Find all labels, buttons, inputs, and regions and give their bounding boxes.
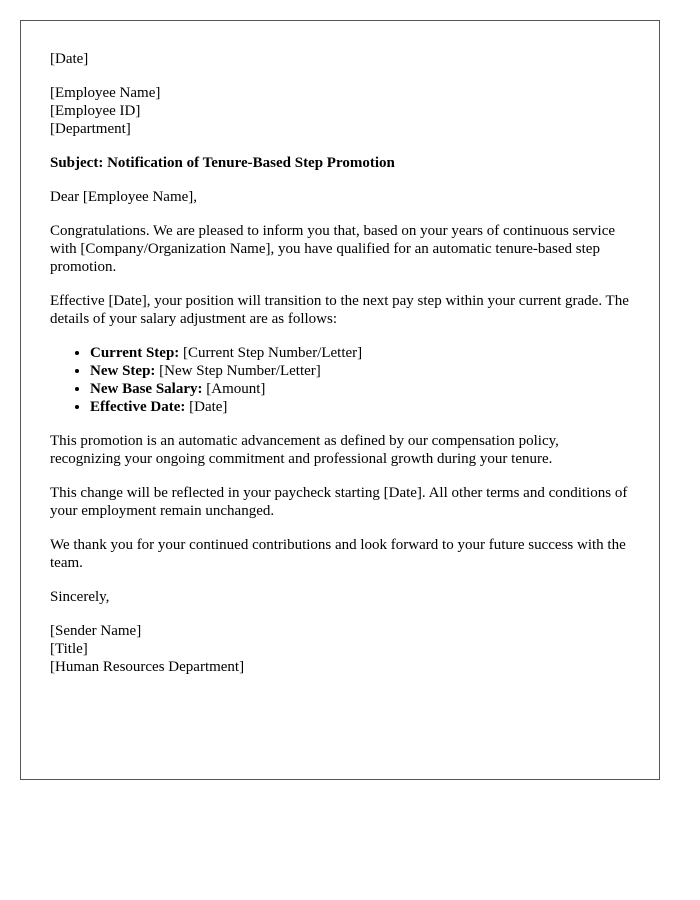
salary-details-list <box>50 344 630 416</box>
recipient-name: [Employee Name] <box>50 85 161 101</box>
new-step-label: New Step: <box>90 363 156 379</box>
paragraph-congratulations: Congratulations. We are pleased to inform you that, based on your years of continuous service with [Company/Organization Name], you have qualified for an automatic tenure-based step promotion. <box>50 223 616 275</box>
recipient-block <box>50 84 630 138</box>
closing: Sincerely, <box>50 589 110 605</box>
current-step-value: [Current Step Number/Letter] <box>179 345 363 361</box>
subject-line: Subject: Notification of Tenure-Based Step Promotion <box>50 155 395 171</box>
salutation: Dear [Employee Name], <box>50 189 198 205</box>
list-item-current-step <box>90 344 630 362</box>
recipient-department: [Department] <box>50 121 131 137</box>
new-base-salary-label: New Base Salary: <box>90 381 203 397</box>
letter-page <box>20 20 660 780</box>
paragraph-policy: This promotion is an automatic advancement as defined by our compensation policy, recognizing your ongoing commitment and professional growth during your tenure. <box>50 433 559 467</box>
sender-block <box>50 622 630 676</box>
letter-content <box>50 50 630 692</box>
sender-name: [Sender Name] <box>50 623 142 639</box>
paragraph-paycheck: This change will be reflected in your paycheck starting [Date]. All other terms and conditions of your employment remain unchanged. <box>50 485 628 519</box>
sender-department: [Human Resources Department] <box>50 659 245 675</box>
paragraph-effective: Effective [Date], your position will transition to the next pay step within your current grade. The details of your salary adjustment are as follows: <box>50 293 629 327</box>
date-line: [Date] <box>50 51 89 67</box>
effective-date-label: Effective Date: <box>90 399 186 415</box>
current-step-label: Current Step: <box>90 345 180 361</box>
paragraph-thanks: We thank you for your continued contributions and look forward to your future success with the team. <box>50 537 626 571</box>
list-item-new-step <box>90 362 630 380</box>
list-item-effective-date <box>90 398 630 416</box>
list-item-new-base-salary <box>90 380 630 398</box>
effective-date-value: [Date] <box>185 399 228 415</box>
recipient-id: [Employee ID] <box>50 103 141 119</box>
new-base-salary-value: [Amount] <box>202 381 266 397</box>
new-step-value: [New Step Number/Letter] <box>155 363 321 379</box>
sender-title: [Title] <box>50 641 88 657</box>
